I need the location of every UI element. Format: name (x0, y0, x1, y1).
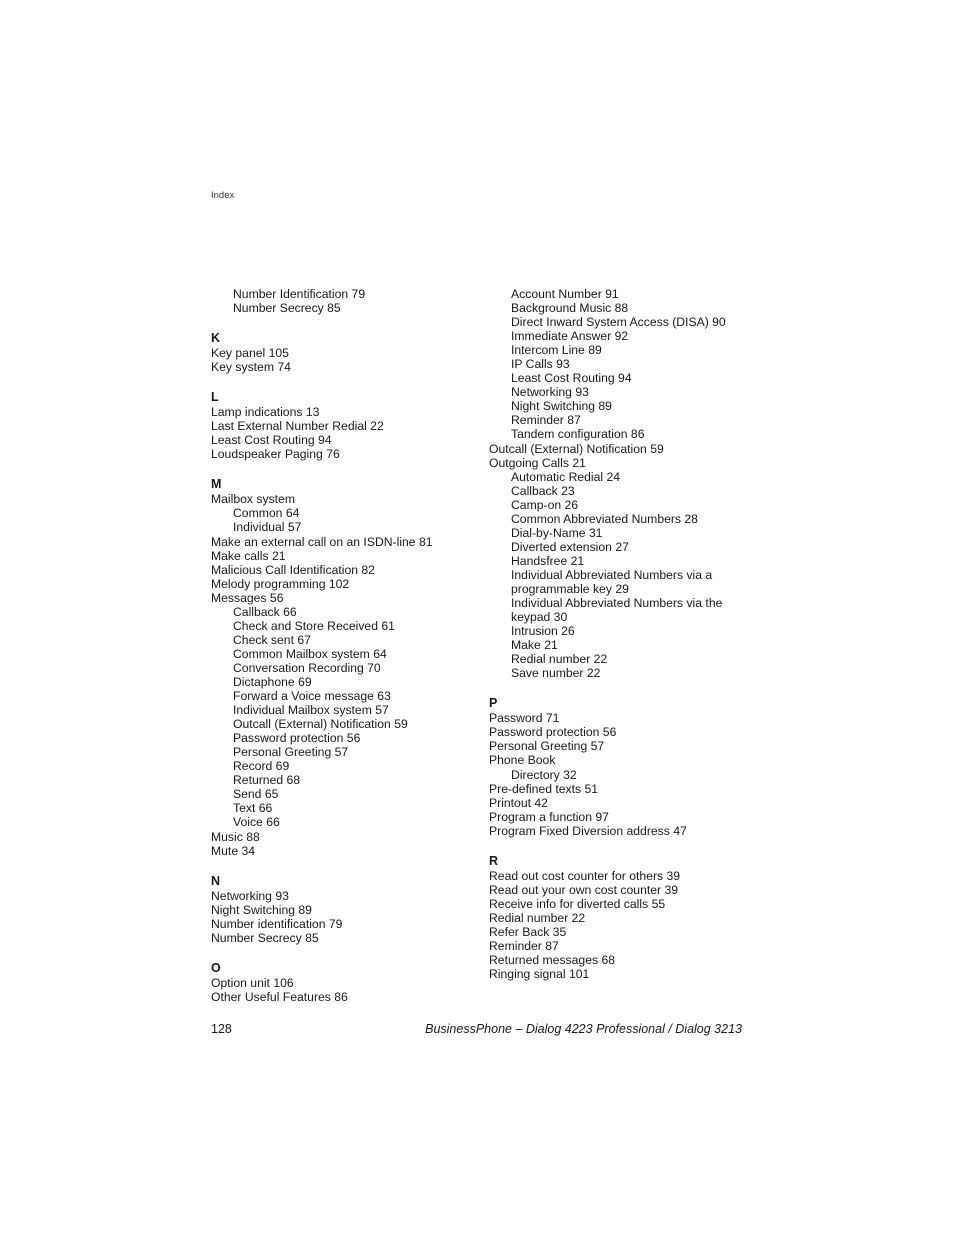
index-subentry: Direct Inward System Access (DISA) 90 (511, 315, 726, 330)
index-entry: Melody programming 102 (211, 576, 350, 591)
index-entry: Ringing signal 101 (489, 967, 590, 982)
index-subentry: Tandem configuration 86 (511, 427, 645, 442)
index-subentry: Common 64 (233, 506, 300, 521)
index-subentry: Dial-by-Name 31 (511, 525, 603, 540)
index-entry: Make an external call on an ISDN-line 81 (211, 534, 433, 549)
index-subentry: Individual Abbreviated Numbers via the (511, 596, 723, 611)
index-subentry: Callback 23 (511, 483, 575, 498)
index-entry: Networking 93 (211, 888, 289, 903)
index-letter-heading: L (211, 390, 219, 405)
index-subentry: Common Abbreviated Numbers 28 (511, 511, 698, 526)
index-subentry: Immediate Answer 92 (511, 329, 629, 344)
index-subentry: Intrusion 26 (511, 624, 575, 639)
index-subentry: Password protection 56 (233, 731, 361, 746)
index-subentry: Individual Mailbox system 57 (233, 703, 389, 718)
index-subentry: Individual 57 (233, 520, 302, 535)
index-subentry: Save number 22 (511, 666, 601, 681)
index-subentry: Number Identification 79 (233, 287, 366, 301)
index-column-right (489, 287, 749, 981)
index-letter-heading: M (211, 477, 222, 492)
index-entry: Receive info for diverted calls 55 (489, 896, 666, 911)
index-subentry: Least Cost Routing 94 (511, 371, 632, 386)
document-title: BusinessPhone – Dialog 4223 Professional / Dialog 3213 (425, 1022, 742, 1036)
index-entry: Read out your own cost counter 39 (489, 882, 679, 897)
index-subentry: Voice 66 (233, 815, 280, 830)
index-subentry: Returned 68 (233, 773, 301, 788)
index-entry: Outcall (External) Notification 59 (489, 441, 664, 456)
index-subentry: Individual Abbreviated Numbers via a (511, 567, 713, 582)
index-entry: Make calls 21 (211, 548, 286, 563)
index-subentry: Forward a Voice message 63 (233, 689, 391, 704)
index-subentry: Networking 93 (511, 385, 589, 400)
index-subentry: Common Mailbox system 64 (233, 646, 387, 661)
index-subentry: IP Calls 93 (511, 357, 570, 372)
index-subentry: Automatic Redial 24 (511, 469, 621, 484)
index-subentry: Send 65 (233, 787, 279, 802)
index-entry: Personal Greeting 57 (489, 739, 605, 754)
index-entry: Program a function 97 (489, 809, 609, 824)
index-entry: Last External Number Redial 22 (211, 419, 384, 434)
index-entry: Music 88 (211, 829, 260, 844)
index-subentry: Handsfree 21 (511, 553, 585, 568)
index-entry: Least Cost Routing 94 (211, 433, 332, 448)
index-entry: Number identification 79 (211, 916, 343, 931)
index-entry: Other Useful Features 86 (211, 989, 348, 1004)
index-entry: Mute 34 (211, 843, 256, 858)
index-letter-heading: R (489, 853, 499, 868)
index-entry: Lamp indications 13 (211, 405, 320, 420)
index-subentry: Intercom Line 89 (511, 343, 602, 358)
index-entry: Printout 42 (489, 795, 548, 810)
index-subentry: Check and Store Received 61 (233, 618, 395, 633)
index-subentry: Night Switching 89 (511, 399, 612, 414)
index-entry: Phone Book (489, 753, 556, 768)
index-subentry: Directory 32 (511, 767, 577, 782)
index-subentry: Background Music 88 (511, 301, 629, 316)
index-entry: Reminder 87 (489, 938, 559, 953)
index-subentry: Number Secrecy 85 (233, 301, 341, 316)
index-entry: Key system 74 (211, 360, 291, 375)
index-entry: Number Secrecy 85 (211, 930, 319, 945)
index-entry: Pre-defined texts 51 (489, 781, 599, 796)
index-subentry: Text 66 (233, 801, 273, 816)
index-letter-heading: O (211, 960, 221, 975)
index-entry: Password protection 56 (489, 725, 617, 740)
index-entry: Outgoing Calls 21 (489, 455, 586, 470)
index-letter-heading: K (211, 331, 221, 346)
index-subentry: Account Number 91 (511, 287, 619, 301)
index-entry: Night Switching 89 (211, 902, 312, 917)
index-subentry: Personal Greeting 57 (233, 745, 349, 760)
index-entry: Redial number 22 (489, 910, 586, 925)
index-subentry: Callback 66 (233, 604, 297, 619)
index-subentry: Conversation Recording 70 (233, 660, 381, 675)
index-entry: Returned messages 68 (489, 953, 616, 968)
page-number: 128 (211, 1022, 232, 1036)
index-subentry: Dictaphone 69 (233, 674, 312, 689)
index-subentry: Diverted extension 27 (511, 539, 629, 554)
running-header: Index (211, 190, 235, 201)
index-subentry: Make 21 (511, 638, 558, 653)
index-entry: Option unit 106 (211, 975, 294, 990)
index-subentry: Reminder 87 (511, 413, 581, 428)
index-letter-heading: P (489, 696, 498, 711)
index-subentry: Outcall (External) Notification 59 (233, 717, 408, 732)
index-entry: Malicious Call Identification 82 (211, 562, 375, 577)
index-subentry: Check sent 67 (233, 632, 311, 647)
index-entry: Mailbox system (211, 492, 295, 507)
index-entry: Loudspeaker Paging 76 (211, 447, 340, 462)
index-subentry: Redial number 22 (511, 652, 608, 667)
index-letter-heading: N (211, 873, 221, 888)
index-entry: Messages 56 (211, 590, 284, 605)
index-entry: Refer Back 35 (489, 924, 567, 939)
index-column-left (211, 287, 471, 1004)
index-subentry: keypad 30 (511, 610, 568, 625)
index-entry: Key panel 105 (211, 346, 289, 361)
index-entry: Program Fixed Diversion address 47 (489, 823, 687, 838)
index-subentry: Camp-on 26 (511, 497, 579, 512)
index-entry: Read out cost counter for others 39 (489, 868, 681, 883)
index-subentry: Record 69 (233, 759, 290, 774)
index-subentry: programmable key 29 (511, 581, 629, 596)
index-entry: Password 71 (489, 711, 560, 726)
